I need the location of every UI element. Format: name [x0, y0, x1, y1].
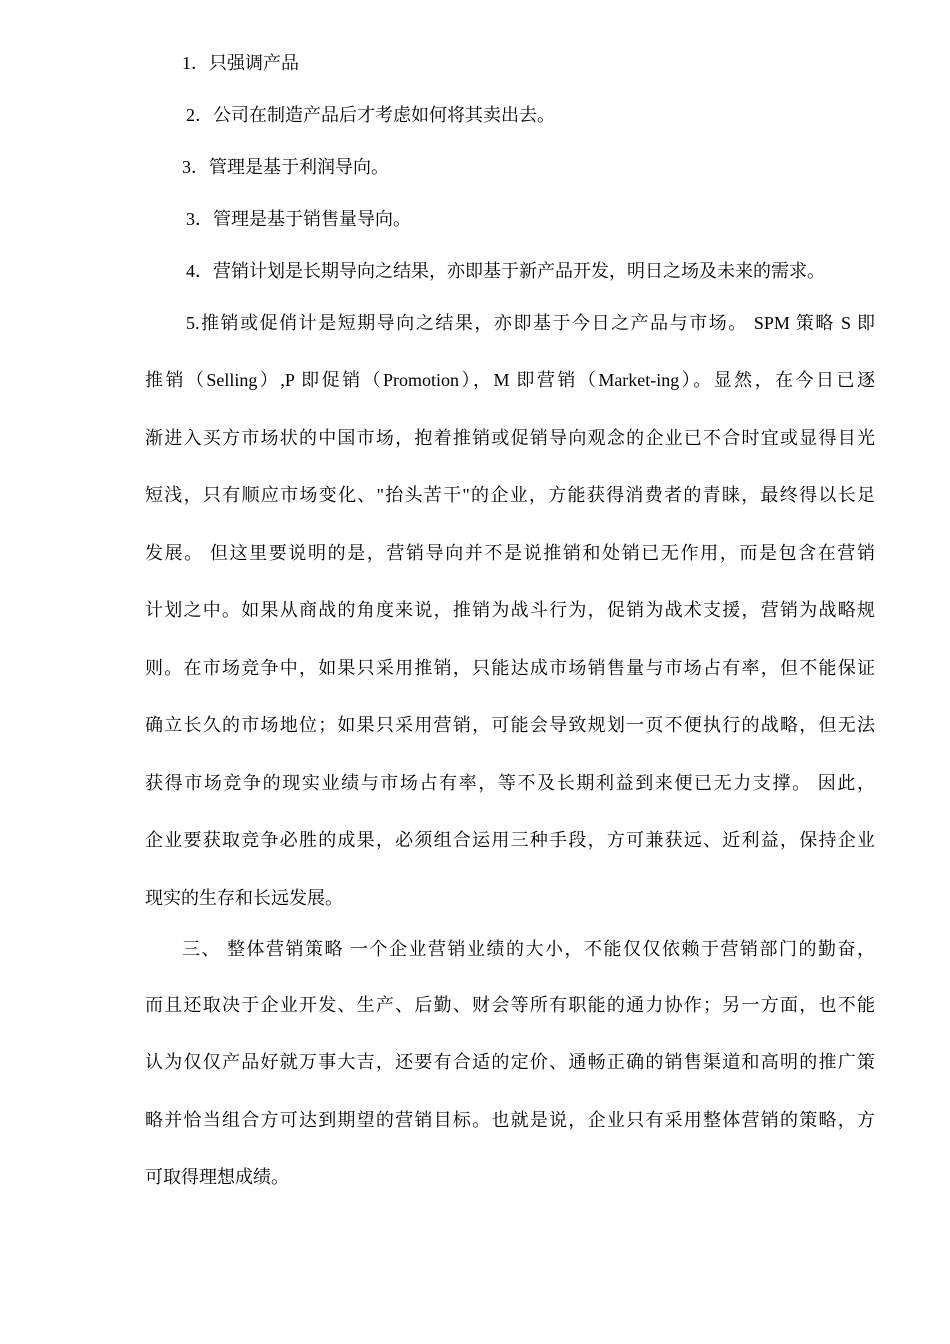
- paragraph-line: 计划之中。如果从商战的角度来说，推销为战斗行为，促销为战术支援，营销为战略规: [145, 600, 875, 620]
- paragraph-line: 发展。 但这里要说明的是，营销导向并不是说推销和处销已无作用，而是包含在营销: [145, 543, 875, 563]
- section-heading-line: 三、 整体营销策略 一个企业营销业绩的大小，不能仅仅依赖于营销部门的勤奋，: [182, 939, 875, 959]
- paragraph-line: 企业要获取竞争必胜的成果，必须组合运用三种手段，方可兼获远、近利益，保持企业: [145, 830, 875, 850]
- paragraph-line: 渐进入买方市场状的中国市场，抱着推销或促销导向观念的企业已不合时宜或显得目光: [145, 428, 875, 448]
- paragraph-line: 获得市场竞争的现实业绩与市场占有率，等不及长期利益到来便已无力支撑。 因此，: [145, 773, 875, 793]
- paragraph-line: 短浅，只有顺应市场变化、"抬头苦干"的企业，方能获得消费者的青睐，最终得以长足: [145, 485, 875, 505]
- paragraph-line: 而且还取决于企业开发、生产、后勤、财会等所有职能的通力协作；另一方面，也不能: [145, 995, 875, 1015]
- paragraph-line: 则。在市场竞争中，如果只采用推销，只能达成市场销售量与市场占有率，但不能保证: [145, 658, 875, 678]
- list-item: 1．只强调产品: [182, 53, 299, 73]
- paragraph-line: 推销（Selling）,P 即促销（Promotion），M 即营销（Market-ing）。显然，在今日已逐: [145, 370, 875, 390]
- paragraph-line: 现实的生存和长远发展。: [145, 888, 343, 908]
- list-item: 2．公司在制造产品后才考虑如何将其卖出去。: [186, 105, 555, 125]
- list-item: 3．管理是基于销售量导向。: [186, 209, 411, 229]
- paragraph-line: 认为仅仅产品好就万事大吉，还要有合适的定价、通畅正确的销售渠道和高明的推广策: [145, 1052, 875, 1072]
- list-item: 3．管理是基于利润导向。: [182, 157, 389, 177]
- paragraph-line: 略并恰当组合方可达到期望的营销目标。也就是说，企业只有采用整体营销的策略，方: [145, 1110, 875, 1130]
- paragraph-line: 可取得理想成绩。: [145, 1167, 289, 1187]
- list-item: 4．营销计划是长期导向之结果，亦即基于新产品开发，明日之场及未来的需求。: [186, 261, 825, 281]
- paragraph-line: 5.推销或促俏计是短期导向之结果，亦即基于今日之产品与市场。 SPM 策略 S 即: [186, 313, 875, 333]
- paragraph-line: 确立长久的市场地位；如果只采用营销，可能会导致规划一页不便执行的战略，但无法: [145, 715, 875, 735]
